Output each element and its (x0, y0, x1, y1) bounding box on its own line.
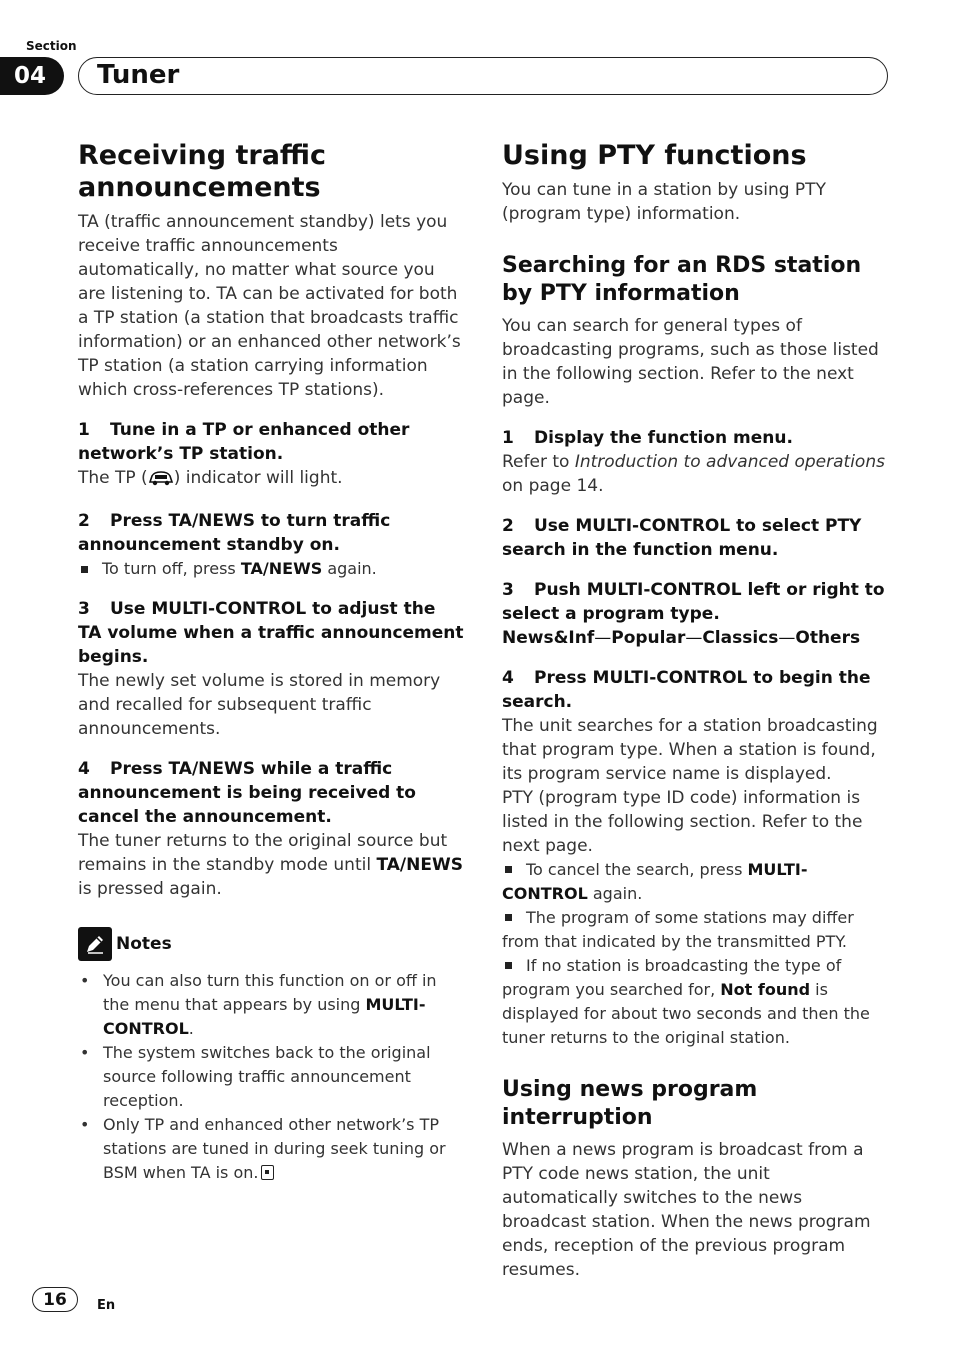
pty-step-4-body: The unit searches for a station broadcasting that program type. When a station is found, its program service name is displayed. (502, 716, 878, 784)
program-type: News&Inf (502, 628, 595, 648)
language-code: En (97, 1298, 116, 1313)
traffic-step-2-note: To turn off, press TA/NEWS again. (78, 557, 464, 581)
pty-intro: You can tune in a station by using PTY (program type) information. (502, 180, 826, 224)
section-title-frame (78, 57, 888, 95)
pty-step-4-note: To cancel the search, press MULTI-CONTROL again. (502, 860, 808, 903)
end-of-section-icon (261, 1165, 274, 1180)
program-type-list: News&Inf—Popular—Classics—Others (502, 628, 861, 648)
pty-search-heading: Searching for an RDS station by PTY information (502, 253, 862, 306)
note-item: • The system switches back to the original source following traffic announcement reception. (78, 1041, 464, 1113)
pty-step-4: 4 Press MULTI-CONTROL to begin the search. (502, 668, 871, 712)
pty-step-4-note: If no station is broadcasting the type of program you searched for, Not found is displayed for about two seconds and then the tuner returns to the original station. (502, 956, 870, 1047)
traffic-intro: TA (traffic announcement standby) lets you receive traffic announcements automatically, no matter what source you are listening to. TA can be activated for both a TP station (a station that broadcasts traffic information) or an enhanced other network’s TP station (a station carrying information which cross-references TP stations). (78, 212, 461, 400)
traffic-step-3-body: The newly set volume is stored in memory and recalled for subsequent traffic announcements. (78, 671, 441, 739)
news-interruption-body: When a news program is broadcast from a PTY code news station, the unit automatically switches to the news broadcast station. When the news program ends, reception of the previous program resumes. (502, 1140, 871, 1280)
pty-step-2: 2 Use MULTI-CONTROL to select PTY search in the function menu. (502, 516, 862, 560)
pty-step-4-body-2: PTY (program type ID code) information is listed in the following section. Refer to the next page. (502, 788, 863, 856)
program-type: Others (795, 628, 861, 648)
program-type: Popular (611, 628, 686, 648)
traffic-step-1: 1 Tune in a TP or enhanced other network’s TP station. (78, 420, 410, 464)
section-label: Section (26, 39, 77, 53)
notes-label: Notes (116, 934, 172, 954)
news-interruption-heading: Using news program interruption (502, 1077, 758, 1130)
notes-header (78, 927, 464, 961)
program-type: Classics (702, 628, 779, 648)
note-item: • You can also turn this function on or off in the menu that appears by using MULTI-CONTROL. (78, 969, 464, 1041)
pty-step-1: 1 Display the function menu. (502, 428, 793, 448)
traffic-step-1-body: The TP ( ) indicator will light. (78, 466, 464, 493)
tp-indicator-icon (148, 469, 174, 493)
section-number-badge (0, 57, 64, 95)
pty-search-intro: You can search for general types of broadcasting programs, such as those listed in the following section. Refer to the next page. (502, 316, 879, 408)
note-item: • Only TP and enhanced other network’s TP stations are tuned in during seek tuning or BSM when TA is on. (78, 1113, 464, 1185)
page-number: 16 (32, 1287, 78, 1312)
pty-step-1-body: Refer to Introduction to advanced operations on page 14. (502, 452, 885, 496)
pencil-icon (78, 927, 112, 961)
pty-step-4-note: The program of some stations may differ from that indicated by the transmitted PTY. (502, 908, 854, 951)
traffic-step-4-body: The tuner returns to the original source but remains in the standby mode until TA/NEWS is pressed again. (78, 831, 463, 899)
pty-step-3: 3 Push MULTI-CONTROL left or right to select a program type. (502, 580, 885, 624)
traffic-step-3: 3 Use MULTI-CONTROL to adjust the TA volume when a traffic announcement begins. (78, 599, 464, 667)
left-column (78, 140, 464, 1185)
section-number: 04 (13, 63, 46, 89)
traffic-step-2: 2 Press TA/NEWS to turn traffic announcement standby on. (78, 511, 391, 555)
traffic-announcements-heading: Receiving traffic announcements (78, 140, 327, 203)
right-column (502, 140, 890, 1282)
traffic-step-4: 4 Press TA/NEWS while a traffic announcement is being received to cancel the announcement. (78, 759, 416, 827)
section-title: Tuner (97, 60, 180, 90)
pty-functions-heading: Using PTY functions (502, 140, 807, 171)
